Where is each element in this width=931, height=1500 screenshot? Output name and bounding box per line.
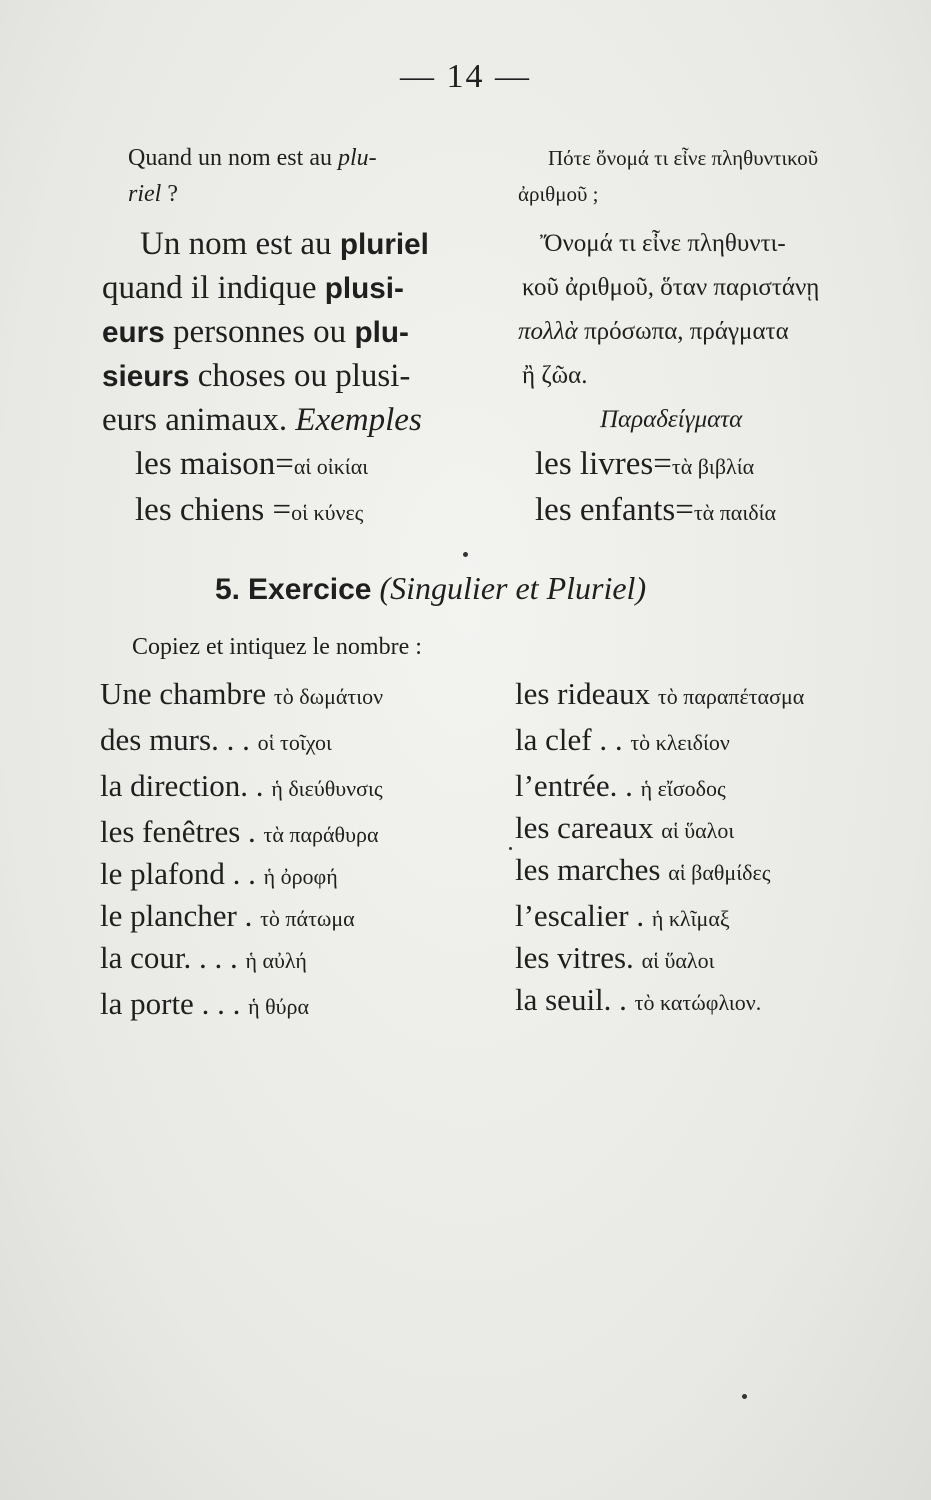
vocab-left-3: la direction. . ἡ διεύθυνσις [100,768,383,803]
answer-fr-line-3: eurs personnes ou plu- [102,314,409,350]
examples-heading-gr: Παραδείγματα [600,406,743,433]
answer-fr-line-4: sieurs choses ou plusi- [102,358,411,394]
vocab-left-5: le plafond . . ἡ ὀροφή [100,856,338,891]
vocab-right-6: l’escalier . ἡ κλῖμαξ [515,898,730,933]
vocab-left-1: Une chambre τὸ δωμάτιον [100,676,384,711]
answer-gr-line-2: κοῦ ἀριθμοῦ, ὅταν παριστάνῃ [522,274,820,301]
equals-sign: = [675,492,694,528]
ink-speck [509,847,512,850]
vocab-left-7: la cour. . . . ἡ αὐλή [100,940,307,975]
vocab-right-2: la clef . . τὸ κλειδίον [515,722,730,757]
exercise-instruction: Copiez et intiquez le nombre : [132,634,422,660]
exercise-heading: 5. Exercice (Singulier et Pluriel) [215,570,647,606]
answer-gr-line-1: Ὄνομά τι εἶνε πληθυντι- [540,230,786,257]
answer-fr-line-5: eurs animaux. Exemples [102,402,422,438]
question-gr: Πότε ὄνομά τι εἶνε πληθυντικοῦ [548,146,819,170]
vocab-left-4: les fenêtres . τὰ παράθυρα [100,814,379,849]
example-gr-2: les enfants=τὰ παιδία [535,492,777,528]
vocab-right-8: la seuil. . τὸ κατώφλιον. [515,982,762,1017]
vocab-right-1: les rideaux τὸ παραπέτασμα [515,676,805,711]
example-gr-1: les livres=τὰ βιβλία [535,446,755,482]
vocab-left-6: le plancher . τὸ πάτωμα [100,898,355,933]
answer-fr-line-1: Un nom est au pluriel [140,226,429,262]
vocab-right-7: les vitres. αἱ ὕαλοι [515,940,715,975]
ink-speck [463,552,468,557]
vocab-left-2: des murs. . . οἱ τοῖχοι [100,722,332,757]
answer-gr-line-3: πολλὰ πρόσωπα, πράγματα [518,318,789,345]
question-gr-cont: ἀριθμοῦ ; [518,182,599,206]
vocab-left-8: la porte . . . ἡ θύρα [100,986,310,1021]
vocab-right-3: l’entrée. . ἡ εἴσοδος [515,768,726,803]
example-fr-1: les maison=αἱ οἰκίαι [135,446,369,482]
answer-fr-line-2: quand il indique plusi- [102,270,404,306]
question-fr-cont: riel ? [128,181,178,207]
example-fr-2: les chiens =οἱ κύνες [135,492,364,528]
equals-sign: = [272,492,292,528]
answer-gr-line-4: ἢ ζῶα. [522,362,588,389]
question-fr: Quand un nom est au plu- [128,145,377,171]
page-number: — 14 — [400,58,531,95]
equals-sign: = [653,446,672,482]
ink-speck [742,1394,747,1399]
equals-sign: = [275,446,294,482]
vocab-right-5: les marches αἱ βαθμίδες [515,852,771,887]
vocab-right-4: les careaux αἱ ὕαλοι [515,810,735,845]
